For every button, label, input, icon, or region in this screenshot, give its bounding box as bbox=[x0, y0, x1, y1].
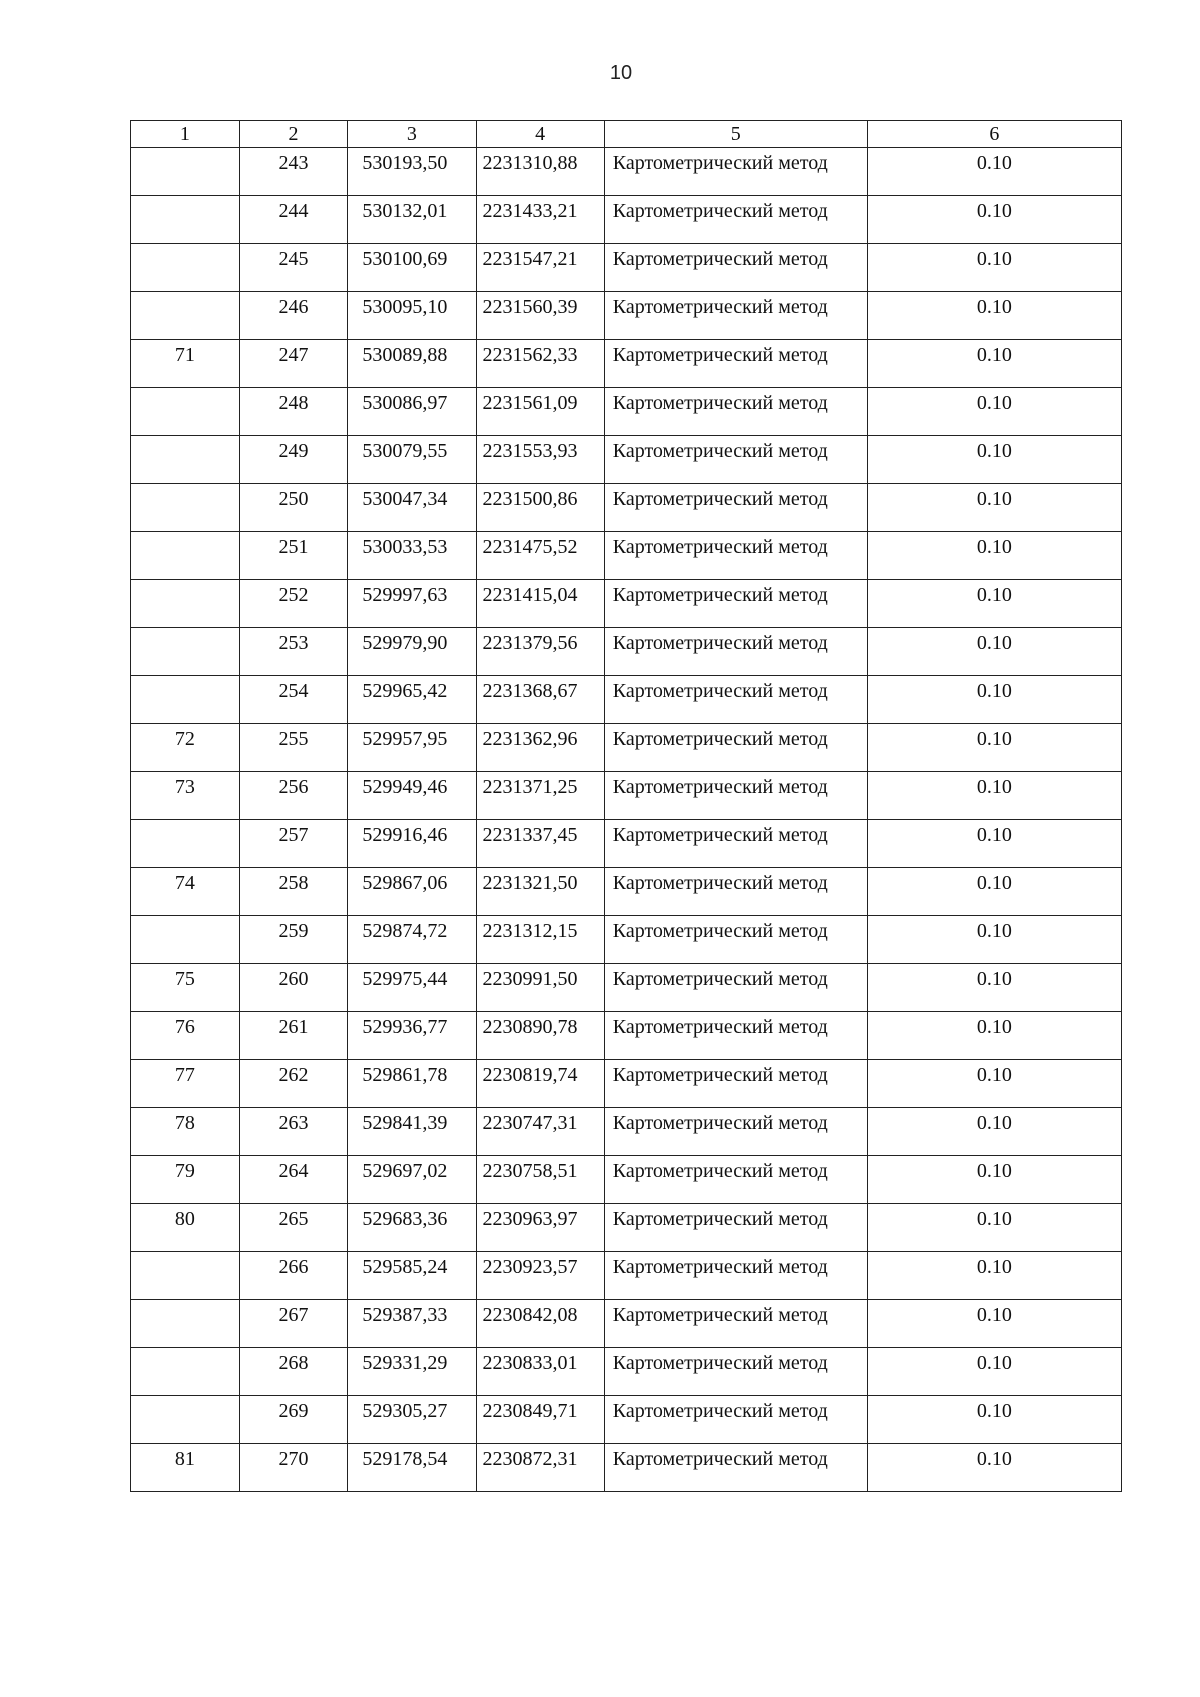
cell-y-coordinate: 2231368,67 bbox=[476, 676, 604, 724]
cell-contour-number bbox=[131, 820, 240, 868]
cell-x-coordinate: 530132,01 bbox=[348, 196, 476, 244]
cell-contour-number bbox=[131, 388, 240, 436]
cell-contour-number bbox=[131, 628, 240, 676]
cell-x-coordinate: 529949,46 bbox=[348, 772, 476, 820]
table-row bbox=[131, 1108, 1122, 1156]
cell-method: Картометрический метод bbox=[604, 484, 867, 532]
cell-x-coordinate: 530033,53 bbox=[348, 532, 476, 580]
cell-x-coordinate: 529997,63 bbox=[348, 580, 476, 628]
cell-contour-number bbox=[131, 1252, 240, 1300]
cell-x-coordinate: 529916,46 bbox=[348, 820, 476, 868]
cell-y-coordinate: 2230923,57 bbox=[476, 1252, 604, 1300]
table-row bbox=[131, 1060, 1122, 1108]
cell-accuracy: 0.10 bbox=[867, 868, 1121, 916]
table-row bbox=[131, 772, 1122, 820]
cell-method: Картометрический метод bbox=[604, 196, 867, 244]
table-row bbox=[131, 436, 1122, 484]
header-col-4: 4 bbox=[476, 121, 604, 148]
cell-accuracy: 0.10 bbox=[867, 1300, 1121, 1348]
cell-contour-number: 81 bbox=[131, 1444, 240, 1492]
cell-y-coordinate: 2230849,71 bbox=[476, 1396, 604, 1444]
cell-x-coordinate: 530100,69 bbox=[348, 244, 476, 292]
cell-y-coordinate: 2230963,97 bbox=[476, 1204, 604, 1252]
cell-contour-number: 76 bbox=[131, 1012, 240, 1060]
cell-contour-number bbox=[131, 676, 240, 724]
cell-contour-number bbox=[131, 484, 240, 532]
cell-point-number: 248 bbox=[239, 388, 348, 436]
table-row bbox=[131, 244, 1122, 292]
cell-x-coordinate: 529867,06 bbox=[348, 868, 476, 916]
cell-point-number: 264 bbox=[239, 1156, 348, 1204]
cell-method: Картометрический метод bbox=[604, 1156, 867, 1204]
cell-point-number: 262 bbox=[239, 1060, 348, 1108]
cell-x-coordinate: 530047,34 bbox=[348, 484, 476, 532]
cell-method: Картометрический метод bbox=[604, 292, 867, 340]
cell-contour-number: 74 bbox=[131, 868, 240, 916]
cell-point-number: 254 bbox=[239, 676, 348, 724]
cell-x-coordinate: 529979,90 bbox=[348, 628, 476, 676]
cell-method: Картометрический метод bbox=[604, 340, 867, 388]
cell-point-number: 250 bbox=[239, 484, 348, 532]
table-row bbox=[131, 1204, 1122, 1252]
cell-x-coordinate: 529387,33 bbox=[348, 1300, 476, 1348]
cell-contour-number: 77 bbox=[131, 1060, 240, 1108]
cell-contour-number: 78 bbox=[131, 1108, 240, 1156]
cell-contour-number bbox=[131, 1396, 240, 1444]
cell-accuracy: 0.10 bbox=[867, 196, 1121, 244]
cell-accuracy: 0.10 bbox=[867, 340, 1121, 388]
cell-y-coordinate: 2231547,21 bbox=[476, 244, 604, 292]
cell-method: Картометрический метод bbox=[604, 148, 867, 196]
table-header-row bbox=[131, 121, 1122, 148]
cell-contour-number bbox=[131, 532, 240, 580]
cell-x-coordinate: 529874,72 bbox=[348, 916, 476, 964]
cell-y-coordinate: 2231415,04 bbox=[476, 580, 604, 628]
cell-method: Картометрический метод bbox=[604, 868, 867, 916]
cell-x-coordinate: 530193,50 bbox=[348, 148, 476, 196]
cell-y-coordinate: 2231362,96 bbox=[476, 724, 604, 772]
table-row bbox=[131, 484, 1122, 532]
cell-contour-number: 72 bbox=[131, 724, 240, 772]
cell-y-coordinate: 2231310,88 bbox=[476, 148, 604, 196]
cell-accuracy: 0.10 bbox=[867, 1348, 1121, 1396]
table-row bbox=[131, 1396, 1122, 1444]
cell-point-number: 258 bbox=[239, 868, 348, 916]
cell-method: Картометрический метод bbox=[604, 388, 867, 436]
cell-x-coordinate: 530079,55 bbox=[348, 436, 476, 484]
cell-method: Картометрический метод bbox=[604, 1012, 867, 1060]
table-row bbox=[131, 1444, 1122, 1492]
cell-method: Картометрический метод bbox=[604, 1396, 867, 1444]
cell-accuracy: 0.10 bbox=[867, 1396, 1121, 1444]
cell-point-number: 253 bbox=[239, 628, 348, 676]
cell-y-coordinate: 2230819,74 bbox=[476, 1060, 604, 1108]
cell-method: Картометрический метод bbox=[604, 628, 867, 676]
cell-x-coordinate: 529936,77 bbox=[348, 1012, 476, 1060]
cell-y-coordinate: 2230747,31 bbox=[476, 1108, 604, 1156]
cell-point-number: 245 bbox=[239, 244, 348, 292]
cell-contour-number bbox=[131, 436, 240, 484]
cell-accuracy: 0.10 bbox=[867, 484, 1121, 532]
cell-accuracy: 0.10 bbox=[867, 772, 1121, 820]
cell-y-coordinate: 2231379,56 bbox=[476, 628, 604, 676]
cell-method: Картометрический метод bbox=[604, 532, 867, 580]
table-row bbox=[131, 628, 1122, 676]
table-row bbox=[131, 916, 1122, 964]
cell-point-number: 247 bbox=[239, 340, 348, 388]
cell-method: Картометрический метод bbox=[604, 772, 867, 820]
cell-method: Картометрический метод bbox=[604, 964, 867, 1012]
cell-point-number: 259 bbox=[239, 916, 348, 964]
table-row bbox=[131, 964, 1122, 1012]
cell-contour-number: 75 bbox=[131, 964, 240, 1012]
table-row bbox=[131, 1300, 1122, 1348]
cell-y-coordinate: 2231371,25 bbox=[476, 772, 604, 820]
cell-y-coordinate: 2230872,31 bbox=[476, 1444, 604, 1492]
cell-point-number: 244 bbox=[239, 196, 348, 244]
cell-x-coordinate: 529305,27 bbox=[348, 1396, 476, 1444]
cell-y-coordinate: 2231337,45 bbox=[476, 820, 604, 868]
cell-method: Картометрический метод bbox=[604, 1060, 867, 1108]
cell-y-coordinate: 2230758,51 bbox=[476, 1156, 604, 1204]
table-body bbox=[131, 148, 1122, 1492]
cell-y-coordinate: 2231500,86 bbox=[476, 484, 604, 532]
cell-contour-number bbox=[131, 292, 240, 340]
cell-accuracy: 0.10 bbox=[867, 916, 1121, 964]
cell-accuracy: 0.10 bbox=[867, 964, 1121, 1012]
cell-point-number: 261 bbox=[239, 1012, 348, 1060]
cell-point-number: 243 bbox=[239, 148, 348, 196]
cell-x-coordinate: 529585,24 bbox=[348, 1252, 476, 1300]
cell-y-coordinate: 2231561,09 bbox=[476, 388, 604, 436]
header-col-6: 6 bbox=[867, 121, 1121, 148]
cell-y-coordinate: 2231312,15 bbox=[476, 916, 604, 964]
cell-accuracy: 0.10 bbox=[867, 1156, 1121, 1204]
cell-point-number: 249 bbox=[239, 436, 348, 484]
cell-point-number: 251 bbox=[239, 532, 348, 580]
cell-point-number: 246 bbox=[239, 292, 348, 340]
cell-x-coordinate: 529697,02 bbox=[348, 1156, 476, 1204]
cell-contour-number bbox=[131, 196, 240, 244]
header-col-2: 2 bbox=[239, 121, 348, 148]
cell-point-number: 263 bbox=[239, 1108, 348, 1156]
cell-accuracy: 0.10 bbox=[867, 436, 1121, 484]
cell-y-coordinate: 2230842,08 bbox=[476, 1300, 604, 1348]
cell-contour-number: 73 bbox=[131, 772, 240, 820]
cell-method: Картометрический метод bbox=[604, 580, 867, 628]
cell-x-coordinate: 530089,88 bbox=[348, 340, 476, 388]
cell-x-coordinate: 530086,97 bbox=[348, 388, 476, 436]
cell-x-coordinate: 530095,10 bbox=[348, 292, 476, 340]
cell-method: Картометрический метод bbox=[604, 724, 867, 772]
cell-method: Картометрический метод bbox=[604, 1108, 867, 1156]
cell-x-coordinate: 529841,39 bbox=[348, 1108, 476, 1156]
cell-point-number: 269 bbox=[239, 1396, 348, 1444]
cell-contour-number bbox=[131, 244, 240, 292]
cell-x-coordinate: 529861,78 bbox=[348, 1060, 476, 1108]
cell-accuracy: 0.10 bbox=[867, 1108, 1121, 1156]
cell-x-coordinate: 529965,42 bbox=[348, 676, 476, 724]
table-row bbox=[131, 1252, 1122, 1300]
table-row bbox=[131, 676, 1122, 724]
cell-point-number: 260 bbox=[239, 964, 348, 1012]
table-row bbox=[131, 868, 1122, 916]
cell-method: Картометрический метод bbox=[604, 1300, 867, 1348]
cell-point-number: 252 bbox=[239, 580, 348, 628]
cell-accuracy: 0.10 bbox=[867, 1012, 1121, 1060]
cell-point-number: 255 bbox=[239, 724, 348, 772]
table-row bbox=[131, 388, 1122, 436]
cell-accuracy: 0.10 bbox=[867, 388, 1121, 436]
table-row bbox=[131, 148, 1122, 196]
cell-method: Картометрический метод bbox=[604, 436, 867, 484]
table-row bbox=[131, 1348, 1122, 1396]
table-row bbox=[131, 580, 1122, 628]
cell-accuracy: 0.10 bbox=[867, 1204, 1121, 1252]
cell-method: Картометрический метод bbox=[604, 676, 867, 724]
cell-point-number: 270 bbox=[239, 1444, 348, 1492]
cell-y-coordinate: 2230991,50 bbox=[476, 964, 604, 1012]
cell-point-number: 266 bbox=[239, 1252, 348, 1300]
cell-method: Картометрический метод bbox=[604, 244, 867, 292]
cell-contour-number bbox=[131, 916, 240, 964]
cell-accuracy: 0.10 bbox=[867, 148, 1121, 196]
cell-y-coordinate: 2230833,01 bbox=[476, 1348, 604, 1396]
table-row bbox=[131, 340, 1122, 388]
cell-x-coordinate: 529178,54 bbox=[348, 1444, 476, 1492]
cell-contour-number bbox=[131, 1348, 240, 1396]
cell-point-number: 268 bbox=[239, 1348, 348, 1396]
cell-y-coordinate: 2231553,93 bbox=[476, 436, 604, 484]
header-col-1: 1 bbox=[131, 121, 240, 148]
table-row bbox=[131, 196, 1122, 244]
table-row bbox=[131, 724, 1122, 772]
cell-accuracy: 0.10 bbox=[867, 244, 1121, 292]
cell-accuracy: 0.10 bbox=[867, 292, 1121, 340]
table-row bbox=[131, 532, 1122, 580]
cell-y-coordinate: 2231321,50 bbox=[476, 868, 604, 916]
cell-point-number: 257 bbox=[239, 820, 348, 868]
cell-method: Картометрический метод bbox=[604, 1348, 867, 1396]
header-col-3: 3 bbox=[348, 121, 476, 148]
cell-y-coordinate: 2231433,21 bbox=[476, 196, 604, 244]
cell-contour-number: 71 bbox=[131, 340, 240, 388]
table-row bbox=[131, 292, 1122, 340]
cell-method: Картометрический метод bbox=[604, 1204, 867, 1252]
cell-contour-number bbox=[131, 580, 240, 628]
coordinates-table bbox=[130, 120, 1122, 1492]
cell-accuracy: 0.10 bbox=[867, 820, 1121, 868]
cell-contour-number: 80 bbox=[131, 1204, 240, 1252]
cell-method: Картометрический метод bbox=[604, 1444, 867, 1492]
cell-x-coordinate: 529975,44 bbox=[348, 964, 476, 1012]
cell-point-number: 256 bbox=[239, 772, 348, 820]
cell-y-coordinate: 2231562,33 bbox=[476, 340, 604, 388]
table-row bbox=[131, 1012, 1122, 1060]
cell-point-number: 265 bbox=[239, 1204, 348, 1252]
header-col-5: 5 bbox=[604, 121, 867, 148]
cell-y-coordinate: 2230890,78 bbox=[476, 1012, 604, 1060]
cell-y-coordinate: 2231475,52 bbox=[476, 532, 604, 580]
page-number: 10 bbox=[609, 62, 633, 84]
cell-accuracy: 0.10 bbox=[867, 676, 1121, 724]
cell-accuracy: 0.10 bbox=[867, 1252, 1121, 1300]
cell-accuracy: 0.10 bbox=[867, 1444, 1121, 1492]
cell-accuracy: 0.10 bbox=[867, 532, 1121, 580]
table-row bbox=[131, 820, 1122, 868]
cell-accuracy: 0.10 bbox=[867, 628, 1121, 676]
cell-accuracy: 0.10 bbox=[867, 724, 1121, 772]
cell-x-coordinate: 529957,95 bbox=[348, 724, 476, 772]
cell-x-coordinate: 529683,36 bbox=[348, 1204, 476, 1252]
cell-x-coordinate: 529331,29 bbox=[348, 1348, 476, 1396]
cell-method: Картометрический метод bbox=[604, 916, 867, 964]
table-row bbox=[131, 1156, 1122, 1204]
cell-contour-number bbox=[131, 1300, 240, 1348]
cell-y-coordinate: 2231560,39 bbox=[476, 292, 604, 340]
cell-accuracy: 0.10 bbox=[867, 1060, 1121, 1108]
cell-contour-number bbox=[131, 148, 240, 196]
cell-accuracy: 0.10 bbox=[867, 580, 1121, 628]
cell-contour-number: 79 bbox=[131, 1156, 240, 1204]
cell-method: Картометрический метод bbox=[604, 820, 867, 868]
cell-method: Картометрический метод bbox=[604, 1252, 867, 1300]
cell-point-number: 267 bbox=[239, 1300, 348, 1348]
